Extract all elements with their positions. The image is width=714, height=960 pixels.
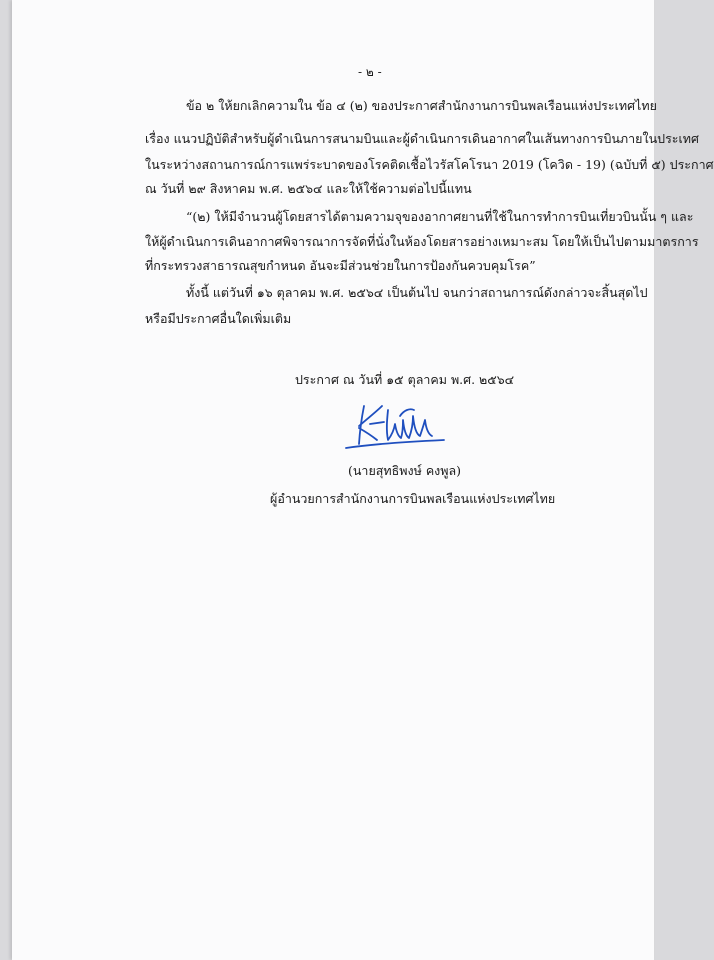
document-page	[12, 0, 714, 960]
signatory-name: (นายสุทธิพงษ์ คงพูล)	[348, 463, 462, 478]
clause2-line-4: ณ วันที่ ๒๙ สิงหาคม พ.ศ. ๒๕๖๔ และให้ใช้ความต่อไปนี้แทน	[145, 181, 472, 196]
handwritten-signature	[342, 400, 452, 456]
quote-line-3: ที่กระทรวงสาธารณสุขกำหนด อันจะมีส่วนช่วยในการป้องกันควบคุมโรค”	[145, 258, 536, 273]
effective-line-1: ทั้งนี้ แต่วันที่ ๑๖ ตุลาคม พ.ศ. ๒๕๖๔ เป็นต้นไป จนกว่าสถานการณ์ดังกล่าวจะสิ้นสุดไป	[186, 285, 648, 300]
clause2-line-1: ข้อ ๒ ให้ยกเลิกความใน ข้อ ๔ (๒) ของประกาศสำนักงานการบินพลเรือนแห่งประเทศไทย	[186, 98, 657, 113]
clause2-line-2: เรื่อง แนวปฏิบัติสำหรับผู้ดำเนินการสนามบินและผู้ดำเนินการเดินอากาศในเส้นทางการบินภายในประเทศ	[145, 131, 699, 146]
effective-line-2: หรือมีประกาศอื่นใดเพิ่มเติม	[145, 311, 292, 326]
page-number: - ๒ -	[358, 65, 382, 79]
clause2-line-3: ในระหว่างสถานการณ์การแพร่ระบาดของโรคติดเชื้อไวรัสโคโรนา 2019 (โควิด - 19) (ฉบับที่ ๕) ประกาศ	[145, 157, 714, 172]
announcement-date: ประกาศ ณ วันที่ ๑๕ ตุลาคม พ.ศ. ๒๕๖๔	[295, 372, 515, 387]
quote-line-2: ให้ผู้ดำเนินการเดินอากาศพิจารณาการจัดที่นั่งในห้องโดยสารอย่างเหมาะสม โดยให้เป็นไปตามมาตรการ	[145, 234, 699, 249]
quote-line-1: “(๒) ให้มีจำนวนผู้โดยสารได้ตามความจุของอากาศยานที่ใช้ในการทำการบินเที่ยวบินนั้น ๆ และ	[186, 209, 694, 224]
signatory-position: ผู้อำนวยการสำนักงานการบินพลเรือนแห่งประเทศไทย	[270, 491, 556, 506]
